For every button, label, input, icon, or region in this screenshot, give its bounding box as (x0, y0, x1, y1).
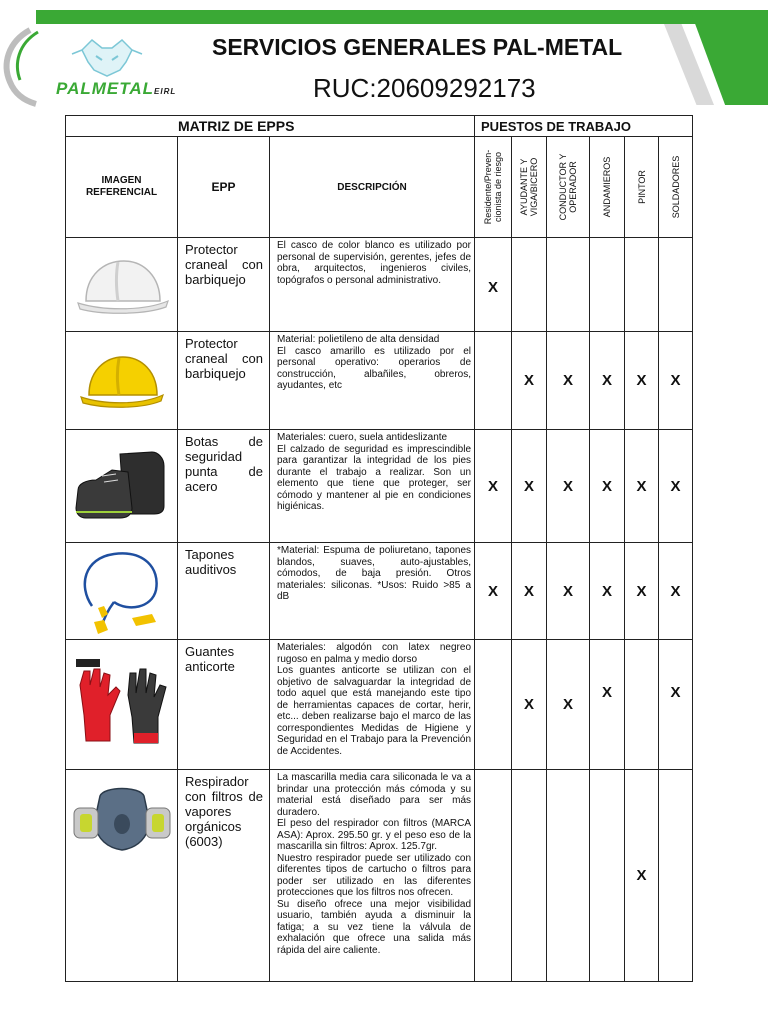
document-header (0, 0, 768, 108)
position-mark: X (590, 430, 625, 543)
epp-name: Protector craneal con barbiquejo (178, 332, 270, 430)
col-header-description: DESCRIPCIÓN (270, 137, 475, 238)
position-mark (659, 770, 693, 982)
epp-name: Protector craneal con barbiquejo (178, 238, 270, 332)
position-mark: X (475, 430, 512, 543)
position-mark: X (475, 238, 512, 332)
table-row (66, 332, 693, 430)
position-mark: X (547, 430, 590, 543)
col-header-position: SOLDADORES (659, 137, 693, 238)
respirator-icon (70, 780, 174, 860)
position-mark (512, 770, 547, 982)
epp-description: El casco de color blanco es utilizado por personal de supervisión, gerentes, jefes de obra, arquitectos, ingenieros civiles, topógrafos o personal administrativo. (270, 238, 475, 332)
positions-title: PUESTOS DE TRABAJO (475, 116, 693, 137)
position-mark: X (547, 543, 590, 640)
epp-name: Tapones auditivos (178, 543, 270, 640)
col-header-position: PINTOR (625, 137, 659, 238)
position-mark (547, 238, 590, 332)
row-image (66, 332, 178, 430)
epp-description: Material: polietileno de alta densidad El casco amarillo es utilizado por el personal operativo: operarios de construcción, albañiles, obreros, ayudantes, etc (270, 332, 475, 430)
company-logo (0, 20, 200, 108)
position-mark: X (512, 543, 547, 640)
position-mark: X (512, 430, 547, 543)
row-image (66, 543, 178, 640)
table-title-row (66, 116, 693, 137)
table-row (66, 543, 693, 640)
position-mark: X (659, 543, 693, 640)
table-row (66, 430, 693, 543)
table-header-row (66, 137, 693, 238)
position-mark: X (475, 543, 512, 640)
row-image (66, 640, 178, 770)
position-mark (475, 770, 512, 982)
position-mark (475, 332, 512, 430)
epp-matrix-table (65, 115, 693, 982)
col-header-position: CONDUCTOR Y OPERADOR (547, 137, 590, 238)
company-ruc: RUC:20609292173 (313, 73, 536, 103)
position-mark: X (625, 770, 659, 982)
position-mark: X (590, 543, 625, 640)
position-mark (625, 238, 659, 332)
position-mark (590, 770, 625, 982)
position-mark (625, 640, 659, 770)
company-name: SERVICIOS GENERALES PAL-METAL (212, 34, 623, 60)
position-mark: X (625, 543, 659, 640)
epp-name: Botas de seguridad punta de acero (178, 430, 270, 543)
col-header-image: IMAGEN REFERENCIAL (66, 137, 178, 238)
col-header-position: Residente/Preven-cionista de riesgo (475, 137, 512, 238)
epp-name: Guantes anticorte (178, 640, 270, 770)
position-mark: X (512, 332, 547, 430)
position-mark: X (512, 640, 547, 770)
position-mark: X (659, 332, 693, 430)
position-mark (547, 770, 590, 982)
table-row (66, 640, 693, 770)
matrix-title: MATRIZ DE EPPS (66, 116, 475, 137)
position-mark: X (547, 640, 590, 770)
row-image (66, 430, 178, 543)
position-mark: X (590, 332, 625, 430)
safety-boots-icon (72, 446, 172, 526)
position-mark: X (659, 640, 693, 770)
position-mark (590, 238, 625, 332)
position-mark: X (625, 332, 659, 430)
position-mark: X (590, 640, 625, 770)
epp-description: *Material: Espuma de poliuretano, tapones blandos, suaves, auto-ajustables, cómodos, de baja presión. Otros materiales: siliconas. *Usos: Ruido >85 a dB (270, 543, 475, 640)
cut-gloves-icon (70, 655, 174, 755)
logo-text: PALMETALEIRL (56, 79, 177, 98)
position-mark: X (547, 332, 590, 430)
white-helmet-icon (74, 253, 170, 317)
position-mark (512, 238, 547, 332)
col-header-position: ANDAMIEROS (590, 137, 625, 238)
ear-plugs-icon (74, 546, 170, 636)
position-mark: X (659, 430, 693, 543)
logo-suffix: EIRL (154, 87, 177, 96)
col-header-position: AYUDANTE Y VIGA/BICERO (512, 137, 547, 238)
yellow-helmet-icon (79, 351, 165, 411)
table-row (66, 238, 693, 332)
epp-description: Materiales: algodón con latex negreo rugoso en palma y medio dorso Los guantes anticorte se utilizan con el objetivo de salvaguardar la integridad de todo aquel que está manejando este tipo de herramientas capaces de cortar, herir, etc... deben realizarse bajo el marco de las correspondientes Medidas de Higiene y Seguridad en el Trabajo para la Prevención de Accidentes. (270, 640, 475, 770)
epp-description: La mascarilla media cara siliconada le va a brindar una protección más cómoda y su material está diseñado para ser más duradero. El peso del respirador con filtros (MARCA ASA): Aprox. 295.50 gr. y el peso eso de la mascarilla sin filtros: Aprox. 125.7gr. Nuestro respirador puede ser utilizado con diferentes tipos de cartucho o filtros para poder ser utilizado en las diferentes protecciones que los filtros nos ofrecen. Su diseño ofrece una mejor visibilidad usuario, también ayuda a disminuir la fatiga; a su vez tiene la válvula de exhalación que ofrece una salida más rápida del aire caliente. (270, 770, 475, 982)
table-row (66, 770, 693, 982)
col-header-epp: EPP (178, 137, 270, 238)
position-mark: X (625, 430, 659, 543)
row-image (66, 770, 178, 982)
position-mark (475, 640, 512, 770)
position-mark (659, 238, 693, 332)
epp-description: Materiales: cuero, suela antideslizante El calzado de seguridad es imprescindible para garantizar la integridad de los pies durante el trabajo a realizar. Son un elemento que tiene que proteger, ser cómodo y mantener al pie en condiciones higiénicas. (270, 430, 475, 543)
epp-name: Respirador con filtros de vapores orgánicos (6003) (178, 770, 270, 982)
row-image (66, 238, 178, 332)
